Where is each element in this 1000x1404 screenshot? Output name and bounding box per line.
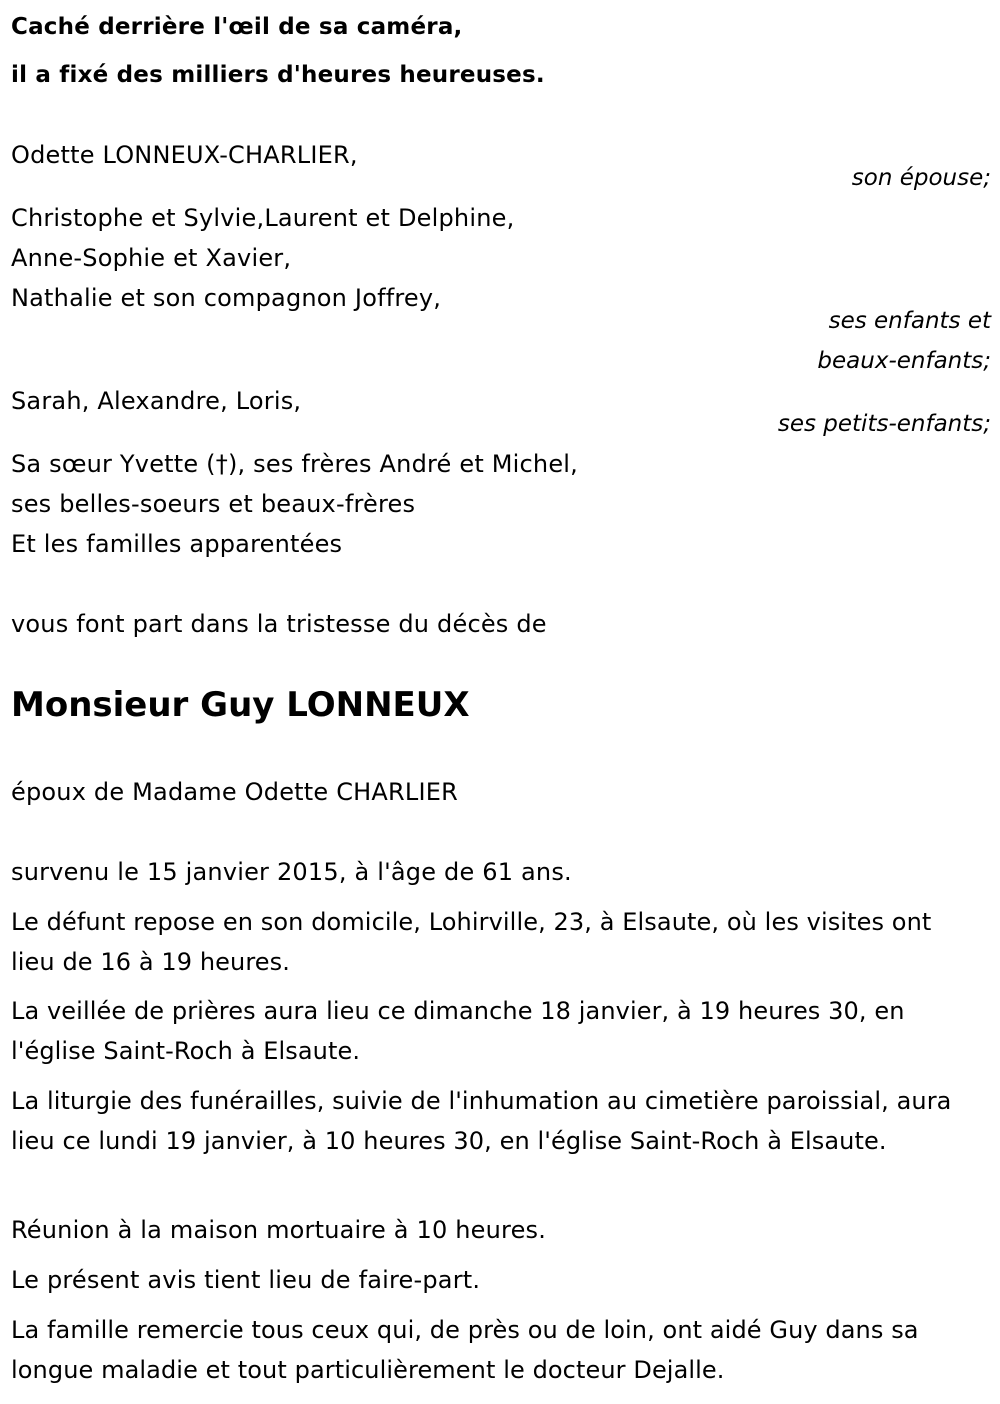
spouse-name: Odette LONNEUX-CHARLIER, [11, 141, 358, 169]
children-line-2: Anne-Sophie et Xavier, [11, 244, 292, 272]
epigraph-line-2: il a fixé des milliers d'heures heureuses. [11, 62, 545, 88]
vigil-details: La veillée de prières aura lieu ce dimanche 18 janvier, à 19 heures 30, en l'église Saint-Roch à Elsaute. [11, 997, 905, 1065]
spouse-role: son épouse; [851, 165, 991, 191]
liturgy-details: La liturgie des funérailles, suivie de l'inhumation au cimetière paroissial, aura lieu ce lundi 19 janvier, à 10 heures 30, en l'église Saint-Roch à Elsaute. [11, 1087, 952, 1155]
repose-details: Le défunt repose en son domicile, Lohirville, 23, à Elsaute, où les visites ont lieu de 16 à 19 heures. [11, 908, 932, 976]
children-line-3: Nathalie et son compagnon Joffrey, [11, 284, 442, 312]
announcement-text: vous font part dans la tristesse du décès de [11, 610, 547, 638]
deceased-spouse-of: époux de Madame Odette CHARLIER [11, 778, 458, 806]
meeting-details: Réunion à la maison mortuaire à 10 heures. [11, 1216, 547, 1244]
deceased-name: Monsieur Guy LONNEUX [11, 685, 470, 725]
children-role-line-2: beaux-enfants; [817, 348, 991, 374]
thanks-text: La famille remercie tous ceux qui, de près ou de loin, ont aidé Guy dans sa longue maladie et tout particulièrement le docteur Dejalle. [11, 1316, 919, 1384]
siblings-line-1: Sa sœur Yvette (†), ses frères André et Michel, [11, 450, 579, 478]
grandchildren-names: Sarah, Alexandre, Loris, [11, 387, 302, 415]
epigraph-line-1: Caché derrière l'œil de sa caméra, [11, 14, 463, 40]
death-details: survenu le 15 janvier 2015, à l'âge de 61 ans. [11, 858, 572, 886]
siblings-line-3: Et les familles apparentées [11, 530, 343, 558]
children-line-1: Christophe et Sylvie,Laurent et Delphine, [11, 204, 515, 232]
notice-text: Le présent avis tient lieu de faire-part. [11, 1266, 481, 1294]
children-role-line-1: ses enfants et [828, 308, 991, 334]
siblings-line-2: ses belles-soeurs et beaux-frères [11, 490, 416, 518]
grandchildren-role: ses petits-enfants; [777, 411, 991, 437]
